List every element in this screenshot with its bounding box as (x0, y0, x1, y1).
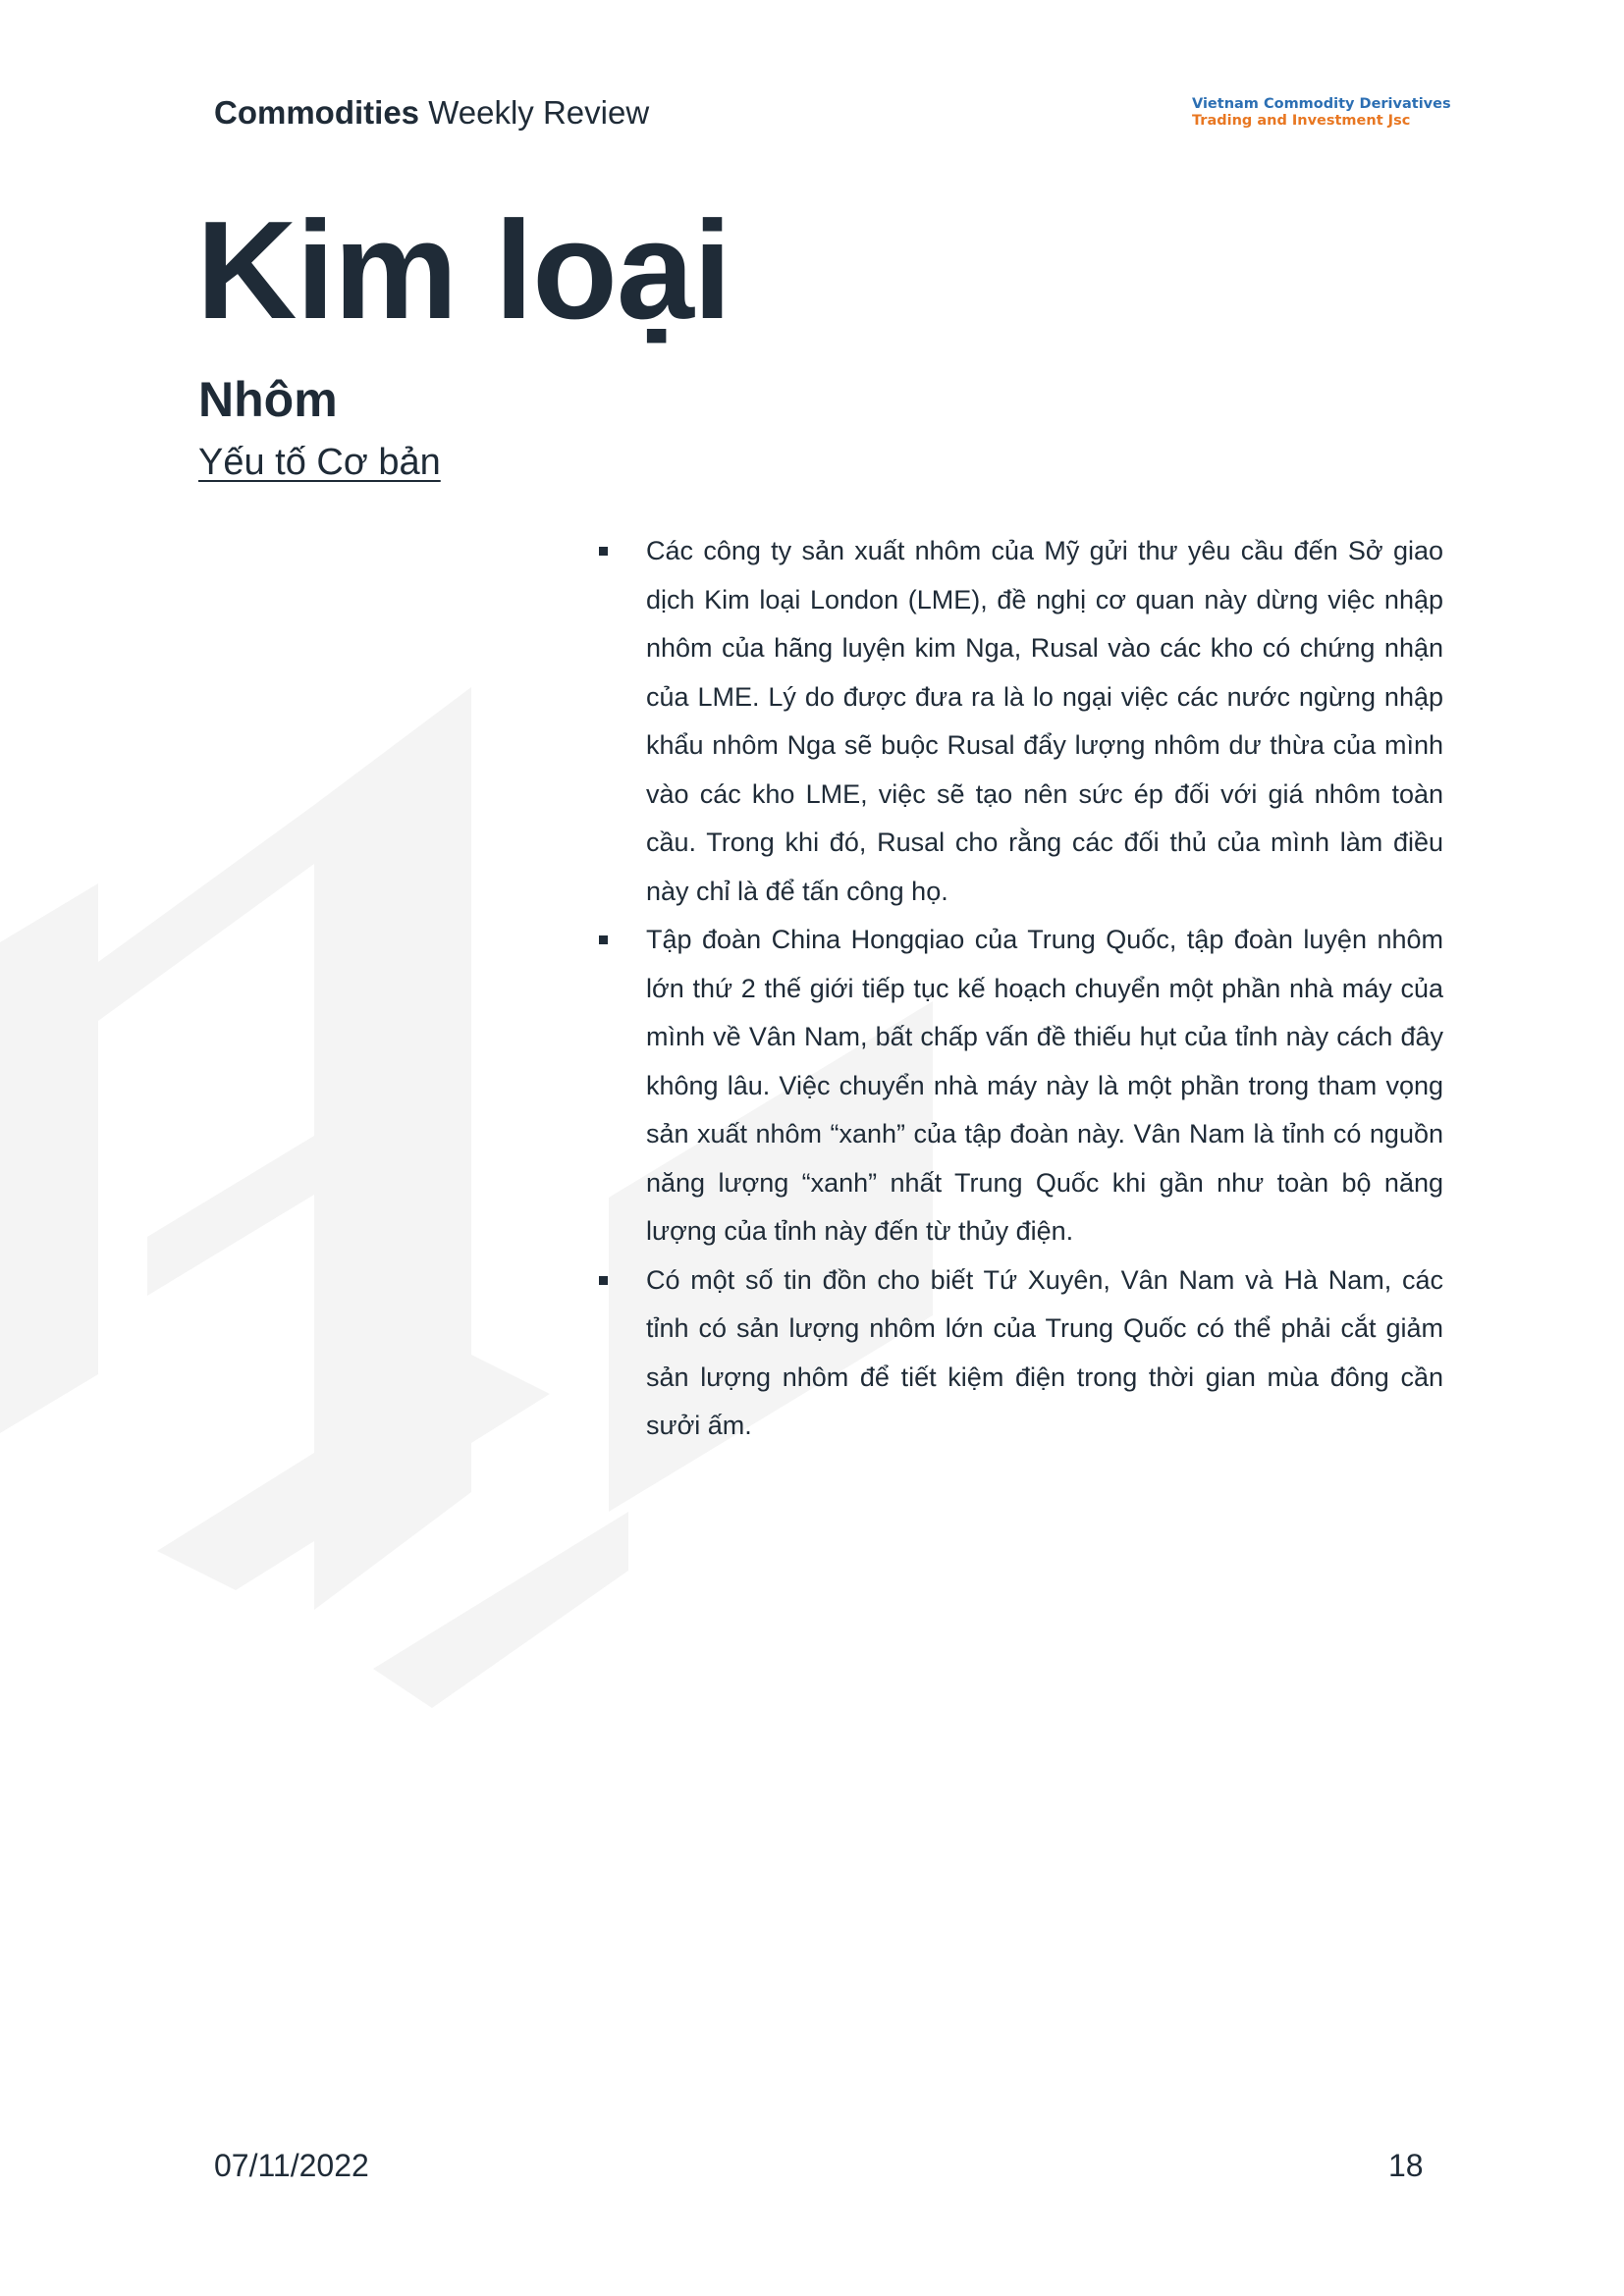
bullet-item (589, 916, 1443, 1256)
square-bullet-icon (599, 547, 608, 556)
report-title-rest: Weekly Review (419, 94, 650, 131)
bullet-item (589, 527, 1443, 916)
section-subtitle: Nhôm (198, 372, 338, 427)
square-bullet-icon (599, 935, 608, 944)
bullet-text: Có một số tin đồn cho biết Tứ Xuyên, Vân Nam và Hà Nam, các tỉnh có sản lượng nhôm lớn của Trung Quốc có thể phải cắt giảm sản lượng nhôm để tiết kiệm điện trong thời gian mùa đông cần sưởi ấm. (646, 1264, 1443, 1440)
bullet-item (589, 1256, 1443, 1451)
logo-line-1: Vietnam Commodity Derivatives (1192, 96, 1451, 112)
bullet-list (589, 527, 1443, 1451)
page-number: 18 (1388, 2148, 1424, 2183)
section-title: Kim loại (196, 192, 731, 348)
square-bullet-icon (599, 1276, 608, 1285)
footer-date: 07/11/2022 (214, 2148, 369, 2183)
section-subheading: Yếu tố Cơ bản (198, 442, 441, 483)
report-title-bold: Commodities (214, 94, 420, 131)
bullet-text: Tập đoàn China Hongqiao của Trung Quốc, tập đoàn luyện nhôm lớn thứ 2 thế giới tiếp tục kế hoạch chuyển một phần nhà máy của mình về Vân Nam, bất chấp vấn đề thiếu hụt của tỉnh này cách đây không lâu. Việc chuyển nhà máy này là một phần trong tham vọng sản xuất nhôm “xanh” của tập đoàn này. Vân Nam là tỉnh có nguồn năng lượng “xanh” nhất Trung Quốc khi gần như toàn bộ năng lượng của tỉnh này đến từ thủy điện. (646, 925, 1443, 1246)
company-logo (1192, 96, 1451, 130)
bullet-text: Các công ty sản xuất nhôm của Mỹ gửi thư yêu cầu đến Sở giao dịch Kim loại London (LME), đề nghị cơ quan này dừng việc nhập nhôm của hãng luyện kim Nga, Rusal vào các kho có chứng nhận của LME. Lý do được đưa ra là lo ngại việc các nước ngừng nhập khẩu nhôm Nga sẽ buộc Rusal đẩy lượng nhôm dư thừa của mình vào các kho LME, việc sẽ tạo nên sức ép đối với giá nhôm toàn cầu. Trong khi đó, Rusal cho rằng các đối thủ của mình làm điều này chỉ là để tấn công họ. (646, 536, 1443, 906)
logo-line-2: Trading and Investment Jsc (1192, 113, 1411, 129)
report-title (214, 94, 649, 132)
